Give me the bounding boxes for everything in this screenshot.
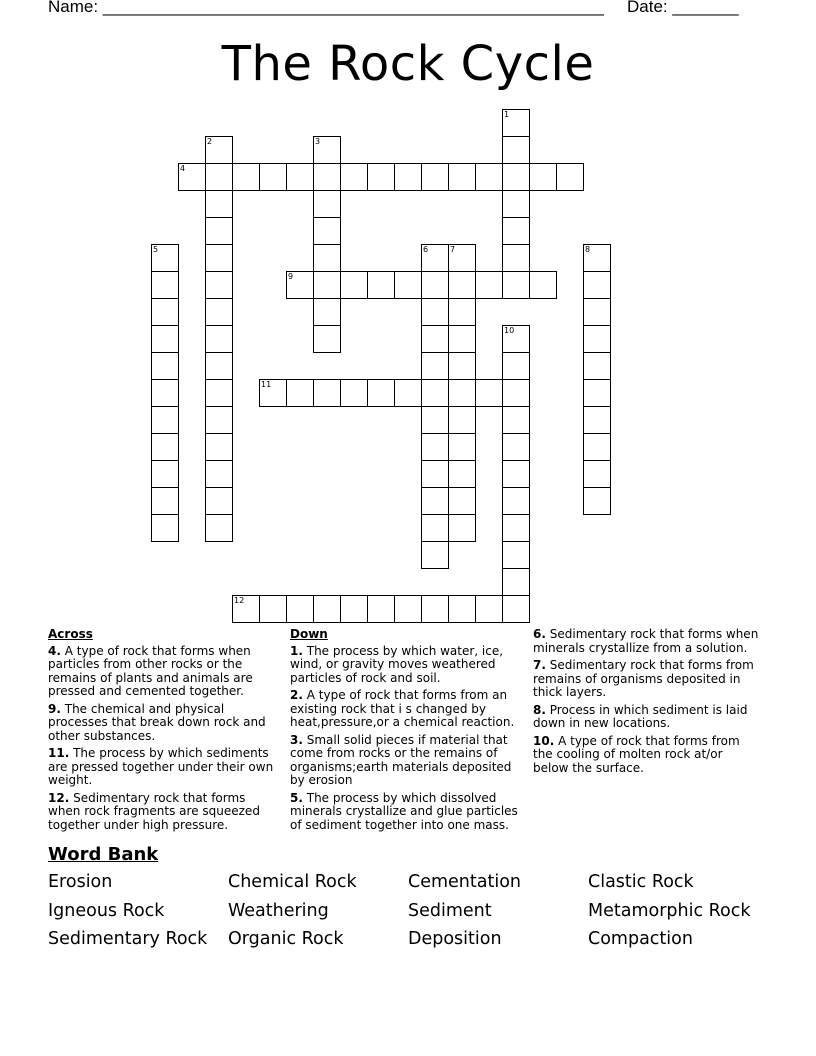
clue-number: 11 xyxy=(261,380,272,389)
grid-cell[interactable] xyxy=(313,379,341,407)
grid-cell[interactable] xyxy=(205,136,233,164)
clue-down-7: 7. Sedimentary rock that forms from remains of organisms deposited in thick layers. xyxy=(533,658,754,699)
across-heading: Across xyxy=(48,627,93,641)
grid-cell[interactable] xyxy=(313,595,341,623)
grid-cell[interactable] xyxy=(205,406,233,434)
clue-number: 5 xyxy=(153,245,159,254)
grid-cell[interactable] xyxy=(151,406,179,434)
grid-cell[interactable] xyxy=(151,352,179,380)
grid-cell[interactable] xyxy=(286,379,314,407)
down-heading: Down xyxy=(290,627,328,641)
grid-cell[interactable] xyxy=(421,298,449,326)
clue-number: 3 xyxy=(315,137,321,146)
grid-cell[interactable] xyxy=(448,325,476,353)
word-bank-item: Igneous Rock xyxy=(48,901,165,921)
grid-cell[interactable] xyxy=(313,190,341,218)
grid-cell[interactable] xyxy=(367,595,395,623)
grid-cell[interactable] xyxy=(448,514,476,542)
grid-cell[interactable] xyxy=(313,217,341,245)
grid-cell[interactable] xyxy=(421,163,449,191)
grid-cell[interactable] xyxy=(313,271,341,299)
grid-cell[interactable] xyxy=(205,352,233,380)
grid-cell[interactable] xyxy=(232,163,260,191)
grid-cell[interactable] xyxy=(583,406,611,434)
grid-cell[interactable] xyxy=(502,109,530,137)
across-clues xyxy=(48,628,276,836)
grid-cell[interactable] xyxy=(502,406,530,434)
grid-cell[interactable] xyxy=(205,163,233,191)
clue-across-11: 11. The process by which sediments are pressed together under their own weight. xyxy=(48,746,274,787)
grid-cell[interactable] xyxy=(448,352,476,380)
word-bank-title: Word Bank xyxy=(48,844,159,865)
grid-cell[interactable] xyxy=(421,460,449,488)
grid-cell[interactable] xyxy=(421,406,449,434)
grid-cell[interactable] xyxy=(421,325,449,353)
grid-cell[interactable] xyxy=(583,460,611,488)
grid-cell[interactable] xyxy=(151,325,179,353)
grid-cell[interactable] xyxy=(583,271,611,299)
grid-cell[interactable] xyxy=(583,379,611,407)
grid-cell[interactable] xyxy=(502,217,530,245)
grid-cell[interactable] xyxy=(367,271,395,299)
grid-cell[interactable] xyxy=(583,352,611,380)
grid-cell[interactable] xyxy=(475,163,503,191)
date-field[interactable]: Date: _______ xyxy=(627,0,739,16)
word-bank-item: Metamorphic Rock xyxy=(588,901,751,921)
grid-cell[interactable] xyxy=(394,379,422,407)
clue-number: 9 xyxy=(288,272,294,281)
name-field[interactable]: Name: _____________________________________________________ xyxy=(48,0,604,16)
grid-cell[interactable] xyxy=(448,406,476,434)
word-bank-item: Organic Rock xyxy=(228,929,344,949)
grid-cell[interactable] xyxy=(448,271,476,299)
grid-cell[interactable] xyxy=(421,541,449,569)
word-bank-item: Erosion xyxy=(48,872,113,892)
grid-cell[interactable] xyxy=(259,595,287,623)
clue-down-8: 8. Process in which sediment is laid down in new locations. xyxy=(533,702,748,730)
grid-cell[interactable] xyxy=(583,487,611,515)
clue-number: 10 xyxy=(504,326,515,335)
grid-cell[interactable] xyxy=(448,163,476,191)
clue-across-4: 4. A type of rock that forms when particles from other rocks or the remains of plants and animals are pressed and cemented together. xyxy=(48,643,253,698)
grid-cell[interactable] xyxy=(583,433,611,461)
grid-cell[interactable] xyxy=(205,379,233,407)
clue-number: 4 xyxy=(180,164,186,173)
grid-cell[interactable] xyxy=(259,379,287,407)
word-bank-item: Sediment xyxy=(408,901,492,921)
grid-cell[interactable] xyxy=(394,163,422,191)
grid-cell[interactable] xyxy=(205,298,233,326)
grid-cell[interactable] xyxy=(556,163,584,191)
grid-cell[interactable] xyxy=(421,433,449,461)
grid-cell[interactable] xyxy=(340,379,368,407)
word-bank-item: Deposition xyxy=(408,929,502,949)
grid-cell[interactable] xyxy=(313,325,341,353)
grid-cell[interactable] xyxy=(502,325,530,353)
grid-cell[interactable] xyxy=(151,433,179,461)
grid-cell[interactable] xyxy=(367,379,395,407)
grid-cell[interactable] xyxy=(151,298,179,326)
grid-cell[interactable] xyxy=(502,460,530,488)
grid-cell[interactable] xyxy=(205,487,233,515)
grid-cell[interactable] xyxy=(448,595,476,623)
page-title: The Rock Cycle xyxy=(221,36,595,92)
grid-cell[interactable] xyxy=(205,217,233,245)
clue-down-5: 5. The process by which dissolved minerals crystallize and glue particles of sediment together into one mass. xyxy=(290,790,518,832)
clue-number: 2 xyxy=(207,137,213,146)
clue-number: 12 xyxy=(234,596,245,605)
grid-cell[interactable] xyxy=(502,379,530,407)
clue-down-1: 1. The process by which water, ice, wind, or gravity moves weathered particles of rock and soil. xyxy=(290,643,504,685)
grid-cell[interactable] xyxy=(205,271,233,299)
grid-cell[interactable] xyxy=(502,433,530,461)
grid-cell[interactable] xyxy=(502,244,530,272)
grid-cell[interactable] xyxy=(502,541,530,569)
word-bank-item: Weathering xyxy=(228,901,329,921)
grid-cell[interactable] xyxy=(205,244,233,272)
grid-cell[interactable] xyxy=(502,271,530,299)
clue-number: 7 xyxy=(450,245,456,254)
grid-cell[interactable] xyxy=(529,163,557,191)
down-clues-continued xyxy=(533,628,761,779)
grid-cell[interactable] xyxy=(421,514,449,542)
grid-cell[interactable] xyxy=(448,298,476,326)
word-bank-item: Sedimentary Rock xyxy=(48,929,208,949)
grid-cell[interactable] xyxy=(313,298,341,326)
grid-cell[interactable] xyxy=(340,163,368,191)
grid-cell[interactable] xyxy=(151,379,179,407)
clue-number: 6 xyxy=(423,245,429,254)
grid-cell[interactable] xyxy=(448,379,476,407)
grid-cell[interactable] xyxy=(475,595,503,623)
grid-cell[interactable] xyxy=(502,352,530,380)
grid-cell[interactable] xyxy=(151,244,179,272)
grid-cell[interactable] xyxy=(502,190,530,218)
grid-cell[interactable] xyxy=(448,460,476,488)
grid-cell[interactable] xyxy=(421,352,449,380)
grid-cell[interactable] xyxy=(259,163,287,191)
grid-cell[interactable] xyxy=(367,163,395,191)
grid-cell[interactable] xyxy=(286,163,314,191)
grid-cell[interactable] xyxy=(421,271,449,299)
grid-cell[interactable] xyxy=(151,514,179,542)
grid-cell[interactable] xyxy=(340,271,368,299)
clue-number: 8 xyxy=(585,245,591,254)
grid-cell[interactable] xyxy=(421,595,449,623)
grid-cell[interactable] xyxy=(448,244,476,272)
word-bank-item: Cementation xyxy=(408,872,521,892)
grid-cell[interactable] xyxy=(448,487,476,515)
grid-cell[interactable] xyxy=(151,271,179,299)
clue-across-9: 9. The chemical and physical processes that break down rock and other substances. xyxy=(48,701,266,743)
grid-cell[interactable] xyxy=(313,136,341,164)
word-bank-item: Clastic Rock xyxy=(588,872,694,892)
clue-down-2: 2. A type of rock that forms from an existing rock that i s changed by heat,pressure,or a chemical reaction. xyxy=(290,688,515,729)
grid-cell[interactable] xyxy=(394,595,422,623)
grid-cell[interactable] xyxy=(502,514,530,542)
grid-cell[interactable] xyxy=(502,568,530,596)
grid-cell[interactable] xyxy=(286,595,314,623)
clue-number: 1 xyxy=(504,110,510,119)
grid-cell[interactable] xyxy=(502,487,530,515)
grid-cell[interactable] xyxy=(205,325,233,353)
grid-cell[interactable] xyxy=(205,460,233,488)
grid-cell[interactable] xyxy=(205,190,233,218)
grid-cell[interactable] xyxy=(583,244,611,272)
clue-down-6: 6. Sedimentary rock that forms when minerals crystallize from a solution. xyxy=(533,627,759,655)
grid-cell[interactable] xyxy=(502,136,530,164)
clue-down-10: 10. A type of rock that forms from the cooling of molten rock at/or below the surface. xyxy=(533,733,740,775)
grid-cell[interactable] xyxy=(583,325,611,353)
grid-cell[interactable] xyxy=(529,271,557,299)
grid-cell[interactable] xyxy=(151,460,179,488)
down-clues xyxy=(290,628,522,836)
word-bank-item: Compaction xyxy=(588,929,693,949)
grid-cell[interactable] xyxy=(475,271,503,299)
clue-across-12: 12. Sedimentary rock that forms when rock fragments are squeezed together under high pressure. xyxy=(48,790,260,832)
grid-cell[interactable] xyxy=(151,487,179,515)
grid-cell[interactable] xyxy=(502,595,530,623)
grid-cell[interactable] xyxy=(205,514,233,542)
grid-cell[interactable] xyxy=(394,271,422,299)
grid-cell[interactable] xyxy=(178,163,206,191)
grid-cell[interactable] xyxy=(475,379,503,407)
grid-cell[interactable] xyxy=(448,433,476,461)
grid-cell[interactable] xyxy=(313,163,341,191)
grid-cell[interactable] xyxy=(205,433,233,461)
grid-cell[interactable] xyxy=(232,595,260,623)
grid-cell[interactable] xyxy=(286,271,314,299)
clue-down-3: 3. Small solid pieces if material that come from rocks or the remains of organisms;earth materials deposited by erosion xyxy=(290,732,512,787)
grid-cell[interactable] xyxy=(421,487,449,515)
grid-cell[interactable] xyxy=(421,244,449,272)
word-bank-item: Chemical Rock xyxy=(228,872,357,892)
grid-cell[interactable] xyxy=(340,595,368,623)
grid-cell[interactable] xyxy=(583,298,611,326)
grid-cell[interactable] xyxy=(313,244,341,272)
grid-cell[interactable] xyxy=(421,379,449,407)
grid-cell[interactable] xyxy=(502,163,530,191)
